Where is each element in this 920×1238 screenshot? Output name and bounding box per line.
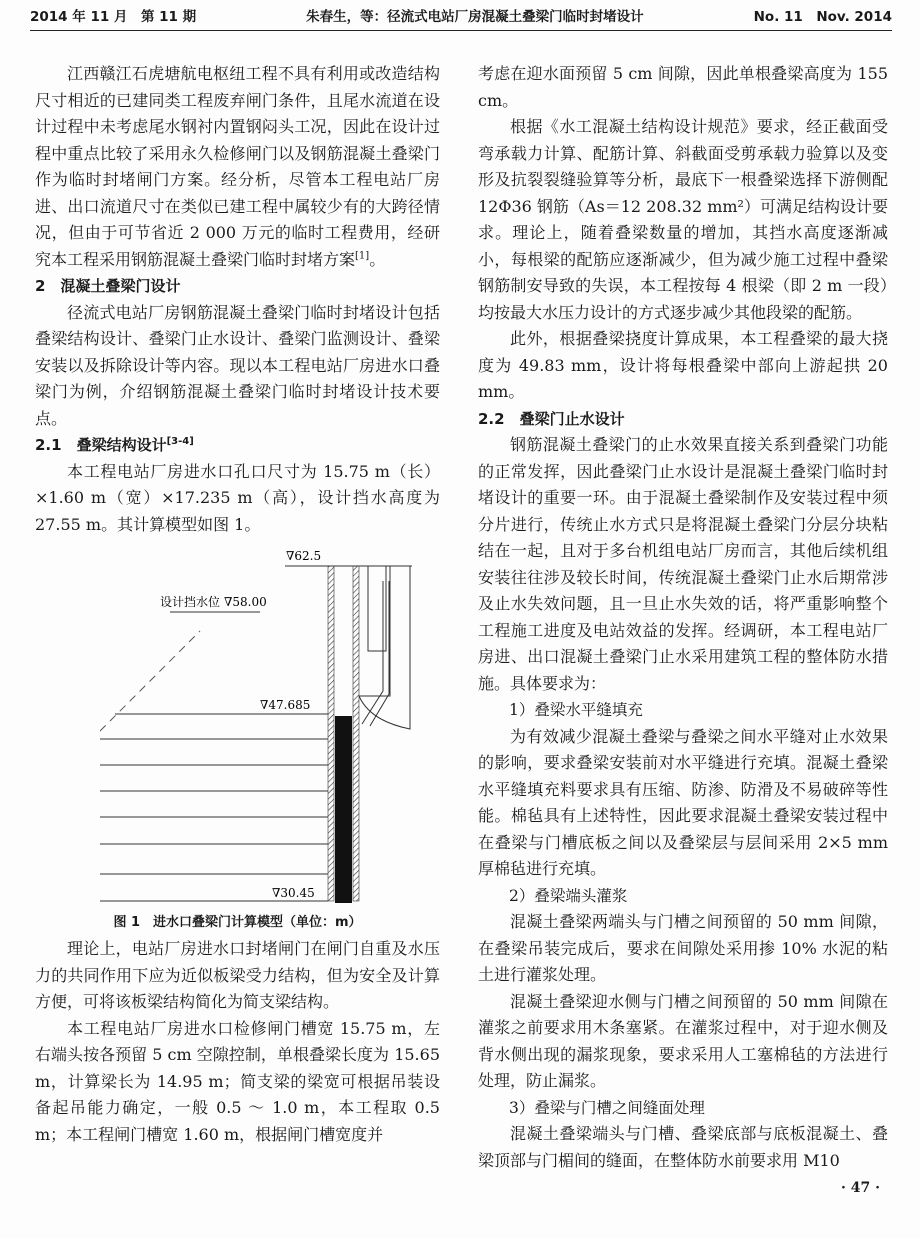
right-paragraph-7: 混凝土叠梁端头与门槽、叠梁底部与底板混凝土、叠梁顶部与门楣间的缝面，在整体防水前要求用 M10 [478, 1124, 888, 1170]
two-column-body [0, 31, 920, 1174]
left-paragraph-2: 径流式电站厂房钢筋混凝土叠梁门临时封堵设计包括叠梁结构设计、叠梁门止水设计、叠梁门监测设计、叠梁安装以及拆除设计等内容。现以本工程电站厂房进水口叠梁门为例，介绍钢筋混凝土叠梁门临时封堵设计技术要点。 [35, 302, 440, 428]
section-2-heading: 2 混凝土叠梁门设计 [35, 277, 181, 295]
left-paragraph-3: 本工程电站厂房进水口孔口尺寸为 15.75 m（长）×1.60 m（宽）×17.235 m（高），设计挡水高度为 27.55 m。其计算模型如图 1。 [35, 461, 440, 534]
stoplog-beams [335, 716, 352, 903]
right-paragraph-6: 混凝土叠梁迎水侧与门槽之间预留的 50 mm 间隙在灌浆之前要求用木条塞紧。在灌浆过程中，对于迎水侧及背水侧出现的漏浆现象，要求采用人工塞棉毡的方法进行处理，防止漏浆。 [478, 991, 888, 1090]
header-volume: No. 11 Nov. 2014 [753, 9, 892, 25]
subheading-3: 3）叠梁与门槽之间缝面处理 [509, 1098, 705, 1117]
left-column [35, 61, 440, 1174]
header-issue: 2014 年 11 月 第 11 期 [30, 9, 197, 25]
subheading-2: 2）叠梁端头灌浆 [509, 886, 628, 905]
left-paragraph-1: 江西赣江石虎塘航电枢纽工程不具有利用或改造结构尺寸相近的已建同类工程废弃闸门条件，且尾水流道在设计过程中未考虑尾水钢衬内置钢闷头工况，因此在设计过程中重点比较了采用永久检修闸门以及钢筋混凝土叠梁门作为临时封堵闸门方案。经分析，尽管本工程电站厂房进、出口流道尺寸在类似已建工程中属较少有的大跨径情况，但由于可节省近 2 000 万元的临时工程费用，经研究本工程采用钢筋混凝土叠梁门临时封堵方案[1]。 [35, 64, 440, 269]
figure-1 [35, 546, 440, 908]
section-2-2-heading: 2.2 叠梁门止水设计 [478, 409, 625, 428]
right-paragraph-1: 根据《水工混凝土结构设计规范》要求，经正截面受弯承载力计算、配筋计算、斜截面受剪承载力验算以及变形及抗裂裂缝验算等分析，最底下一根叠梁选择下游侧配 12Φ36 钢筋（As＝12 208.32 mm²）可满足结构设计要求。理论上，随着叠梁数量的增加，其挡水高度逐渐减小，每根梁的配筋应逐渐减少，但为减少施工过程中叠梁钢筋制安导致的失误，本工程按每 4 根梁（即 2 m 一段）均按最大水压力设计的方式逐步减少其他段梁的配筋。 [478, 117, 888, 322]
gate-model-diagram [100, 546, 440, 908]
elevation-bottom: ∇30.45 [272, 886, 315, 900]
right-column [478, 61, 888, 1174]
pressure-line [100, 631, 200, 731]
downstream-wall [353, 566, 359, 901]
left-paragraph-4: 理论上，电站厂房进水口封堵闸门在闸门自重及水压力的共同作用下应为近似板梁受力结构，但为安全及计算方便，可将该板梁结构简化为简支梁结构。 [35, 939, 440, 1011]
right-paragraph-0: 考虑在迎水面预留 5 cm 间隙，因此单根叠梁高度为 155 cm。 [478, 64, 888, 110]
figure-1-caption: 图 1 进水口叠梁门计算模型（单位：m） [113, 915, 362, 930]
right-paragraph-2: 此外，根据叠梁挠度计算成果，本工程叠梁的最大挠度为 49.83 mm，设计将每根叠梁中部向上游起拱 20 mm。 [478, 329, 888, 401]
right-paragraph-3: 钢筋混凝土叠梁门的止水效果直接关系到叠梁门功能的正常发挥，因此叠梁门止水设计是混凝土叠梁门临时封堵设计的重要一环。由于混凝土叠梁制作及安装过程中须分片进行，传统止水方式只是将混凝土叠梁门分层分块粘结在一起，且对于多台机组电站厂房而言，其他后续机组安装往往涉及较长时间，传统混凝土叠梁门止水后期常涉及止水失效问题，且一旦止水失效的话，将严重影响整个工程施工进度及电站效益的发挥。经调研，本工程电站厂房进、出口混凝土叠梁门止水采用建筑工程的整体防水措施。具体要求为： [478, 435, 888, 693]
elevation-top: ∇62.5 [286, 549, 322, 563]
page-number: · 47 · [841, 1180, 880, 1196]
design-water-label: 设计挡水位 ∇58.00 [160, 595, 267, 609]
vent-pipe [362, 581, 389, 726]
header-title: 朱春生，等：径流式电站厂房混凝土叠梁门临时封堵设计 [306, 9, 644, 25]
elevation-beam-top: ∇47.685 [260, 698, 311, 712]
running-header [30, 0, 892, 31]
load-arrows [100, 714, 328, 901]
left-paragraph-5: 本工程电站厂房进水口检修闸门槽宽 15.75 m，左右端头按各预留 5 cm 空隙控制，单根叠梁长度为 15.65 m，计算梁长为 14.95 m；简支梁的梁宽可根据吊装设备起吊能力确定，一般 0.5 ～ 1.0 m，本工程取 0.5 m；本工程闸门槽宽 1.60 m，根据闸门槽宽度并 [35, 1018, 440, 1144]
subheading-1: 1）叠梁水平缝填充 [509, 701, 643, 719]
right-paragraph-4: 为有效减少混凝土叠梁与叠梁之间水平缝对止水效果的影响，要求叠梁安装前对水平缝进行充填。混凝土叠梁水平缝填充料要求具有压缩、防渗、防滑及不易破碎等性能。棉毡具有上述特性，因此要求混凝土叠梁安装过程中在叠梁与门槽底板之间以及叠梁层与层间采用 2×5 mm 厚棉毡进行充填。 [478, 726, 888, 878]
pier-outline [359, 566, 410, 729]
right-paragraph-5: 混凝土叠梁两端头与门槽之间预留的 50 mm 间隙，在叠梁吊装完成后，要求在间隙处采用掺 10% 水泥的粘土进行灌浆处理。 [478, 912, 888, 984]
section-2-1-heading: 2.1 叠梁结构设计[3-4] [35, 436, 194, 454]
upstream-wall [328, 566, 334, 901]
